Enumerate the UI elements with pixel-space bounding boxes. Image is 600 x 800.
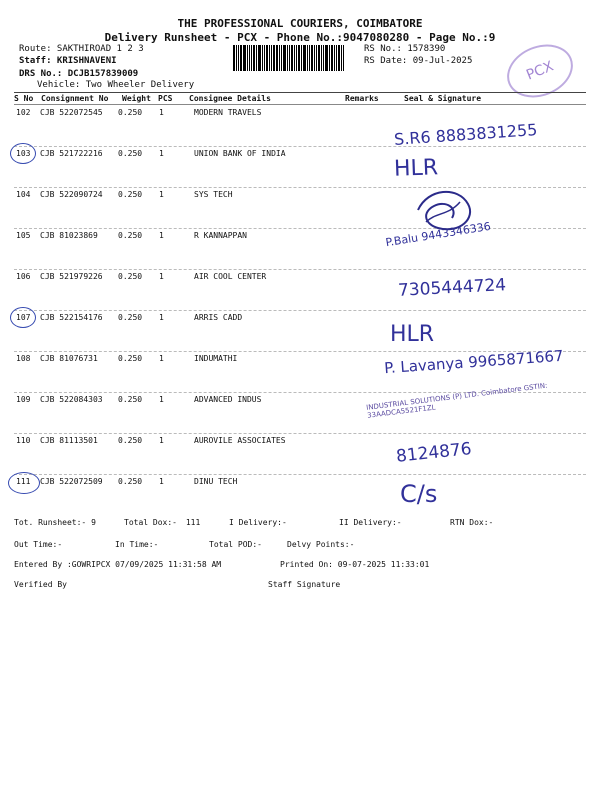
tot-runsheet-label: Tot. Runsheet:- bbox=[14, 518, 87, 527]
footer-line-1 bbox=[14, 518, 96, 527]
row-consignment: CJB 521722216 bbox=[40, 149, 103, 158]
row-consignment: CJB 81076731 bbox=[40, 354, 98, 363]
barcode-bar bbox=[256, 45, 257, 71]
row-consignment: CJB 81113501 bbox=[40, 436, 98, 445]
row-sno: 108 bbox=[16, 354, 31, 363]
header-divider bbox=[14, 92, 586, 93]
barcode-bar bbox=[249, 45, 250, 71]
printed-on: Printed On: 09-07-2025 11:33:01 bbox=[280, 560, 430, 569]
barcode-bar bbox=[236, 45, 237, 71]
delvy-points: Delvy Points:- bbox=[287, 540, 355, 549]
barcode-bar bbox=[251, 45, 252, 71]
row-sno: 109 bbox=[16, 395, 31, 404]
row-sno: 102 bbox=[16, 108, 31, 117]
col-pcs: PCS bbox=[158, 94, 173, 103]
col-seal-signature: Seal & Signature bbox=[404, 94, 482, 103]
barcode-bar bbox=[329, 45, 330, 71]
barcode-bar bbox=[343, 45, 344, 71]
row-weight: 0.250 bbox=[118, 436, 143, 445]
drs-text: DRS No.: DCJB157839009 bbox=[19, 69, 139, 79]
rs-date: RS Date: 09-Jul-2025 bbox=[364, 56, 473, 66]
barcode-bar bbox=[325, 45, 328, 71]
row-consignment: CJB 522072545 bbox=[40, 108, 103, 117]
barcode-bar bbox=[273, 45, 275, 71]
route-text: Route: SAKTHIROAD 1 2 3 bbox=[19, 44, 144, 54]
row-weight: 0.250 bbox=[118, 477, 143, 486]
row-consignee: AUROVILE ASSOCIATES bbox=[194, 436, 286, 445]
row-divider bbox=[14, 187, 586, 188]
row-consignee: SYS TECH bbox=[194, 190, 233, 199]
barcode-bar bbox=[301, 45, 302, 71]
row-pcs: 1 bbox=[159, 477, 164, 486]
rtn-dox: RTN Dox:- bbox=[450, 518, 494, 527]
row-sno: 110 bbox=[16, 436, 31, 445]
col-consignee: Consignee Details bbox=[189, 94, 271, 103]
table-row bbox=[14, 477, 586, 518]
row-consignment: CJB 521979226 bbox=[40, 272, 103, 281]
barcode-bar bbox=[294, 45, 295, 71]
barcode-bar bbox=[311, 45, 313, 71]
table-header-divider bbox=[14, 104, 586, 105]
barcode-bar bbox=[271, 45, 272, 71]
barcode-bar bbox=[276, 45, 278, 71]
staff-signature: Staff Signature bbox=[268, 580, 341, 589]
row-consignment: CJB 81023869 bbox=[40, 231, 98, 240]
barcode-bar bbox=[303, 45, 306, 71]
barcode-bar bbox=[240, 45, 242, 71]
row-pcs: 1 bbox=[159, 272, 164, 281]
signature-row-106: 7305444724 bbox=[397, 275, 507, 301]
barcode-bar bbox=[253, 45, 255, 71]
table-row bbox=[14, 149, 586, 190]
company-title: THE PROFESSIONAL COURIERS, COIMBATORE bbox=[177, 17, 423, 30]
signature-row-105: P.Balu 9443346336 bbox=[384, 219, 492, 250]
row-divider bbox=[14, 146, 586, 147]
row-weight: 0.250 bbox=[118, 149, 143, 158]
row-consignment: CJB 522084303 bbox=[40, 395, 103, 404]
row-weight: 0.250 bbox=[118, 231, 143, 240]
barcode-bar bbox=[266, 45, 268, 71]
col-remarks: Remarks bbox=[345, 94, 379, 103]
row-pcs: 1 bbox=[159, 354, 164, 363]
barcode-bar bbox=[279, 45, 280, 71]
signature-row-107: HLR bbox=[390, 322, 435, 347]
barcode-bar bbox=[341, 45, 342, 71]
row-divider bbox=[14, 228, 586, 229]
signature-scribble-row-104 bbox=[406, 182, 484, 238]
barcode-bar bbox=[316, 45, 317, 71]
out-time: Out Time:- bbox=[14, 540, 63, 549]
barcode-bar bbox=[262, 45, 263, 71]
table-row bbox=[14, 313, 586, 354]
table-row bbox=[14, 190, 586, 231]
barcode-bar bbox=[318, 45, 320, 71]
barcode-bar bbox=[287, 45, 288, 71]
table-row bbox=[14, 436, 586, 477]
row-consignment: CJB 522154176 bbox=[40, 313, 103, 322]
row-consignee: DINU TECH bbox=[194, 477, 238, 486]
barcode-bar bbox=[238, 45, 239, 71]
barcode-bar bbox=[264, 45, 265, 71]
barcode-bar bbox=[243, 45, 246, 71]
row-111-circle-mark bbox=[8, 472, 40, 494]
row-pcs: 1 bbox=[159, 108, 164, 117]
pcx-stamp: PCX bbox=[499, 35, 581, 107]
barcode-bar bbox=[314, 45, 315, 71]
tot-runsheet-value: 9 bbox=[91, 518, 96, 527]
row-consignee: ADVANCED INDUS bbox=[194, 395, 262, 404]
barcode-bar bbox=[247, 45, 248, 71]
row-weight: 0.250 bbox=[118, 313, 143, 322]
row-103-circle-mark bbox=[10, 143, 36, 164]
i-delivery: I Delivery:- bbox=[229, 518, 287, 527]
table-row bbox=[14, 231, 586, 272]
barcode-bar bbox=[331, 45, 333, 71]
barcode-bar bbox=[334, 45, 335, 71]
barcode-bar bbox=[323, 45, 324, 71]
entered-by: Entered By :GOWRIPCX 07/09/2025 11:31:58 AM bbox=[14, 560, 222, 569]
row-consignee: ARRIS CADD bbox=[194, 313, 243, 322]
barcode-bar bbox=[289, 45, 290, 71]
row-weight: 0.250 bbox=[118, 272, 143, 281]
row-weight: 0.250 bbox=[118, 395, 143, 404]
row-divider bbox=[14, 474, 586, 475]
row-consignee: UNION BANK OF INDIA bbox=[194, 149, 286, 158]
row-pcs: 1 bbox=[159, 313, 164, 322]
row-pcs: 1 bbox=[159, 436, 164, 445]
barcode-bar bbox=[296, 45, 297, 71]
signature-row-111: C/s bbox=[400, 480, 438, 508]
barcode-bar bbox=[283, 45, 286, 71]
in-time: In Time:- bbox=[115, 540, 159, 549]
staff-text: Staff: KRISHNAVENI bbox=[19, 56, 117, 66]
total-dox bbox=[124, 518, 200, 527]
total-pod: Total POD:- bbox=[209, 540, 262, 549]
company-rubber-stamp: INDUSTRIAL SOLUTIONS (P) LTD. Coimbatore GSTIN: 33AADCA5521F1ZL bbox=[365, 381, 548, 420]
row-consignment: CJB 522072509 bbox=[40, 477, 103, 486]
row-pcs: 1 bbox=[159, 190, 164, 199]
signature-row-108: P. Lavanya 9965871667 bbox=[383, 346, 565, 378]
row-sno: 111 bbox=[16, 477, 31, 486]
vehicle-text: Vehicle: Two Wheeler Delivery bbox=[37, 80, 195, 90]
row-divider bbox=[14, 310, 586, 311]
barcode-bar bbox=[338, 45, 340, 71]
barcode-bar bbox=[291, 45, 293, 71]
barcode bbox=[233, 45, 355, 71]
signature-row-110: 8124876 bbox=[395, 439, 473, 467]
row-consignment: CJB 522090724 bbox=[40, 190, 103, 199]
row-consignee: AIR COOL CENTER bbox=[194, 272, 267, 281]
col-sno: S No bbox=[14, 94, 34, 103]
col-consignment: Consignment No bbox=[41, 94, 109, 103]
barcode-bar bbox=[307, 45, 308, 71]
signature-row-103: HLR bbox=[393, 155, 439, 182]
verified-by: Verified By bbox=[14, 580, 67, 589]
barcode-bar bbox=[269, 45, 270, 71]
row-pcs: 1 bbox=[159, 149, 164, 158]
runsheet-subtitle: Delivery Runsheet - PCX - Phone No.:9047080280 - Page No.:9 bbox=[104, 31, 496, 44]
barcode-bar bbox=[298, 45, 300, 71]
total-dox-label: Total Dox:- bbox=[124, 518, 177, 527]
row-107-circle-mark bbox=[10, 307, 36, 328]
barcode-bar bbox=[336, 45, 337, 71]
row-sno: 106 bbox=[16, 272, 31, 281]
row-consignee: MODERN TRAVELS bbox=[194, 108, 262, 117]
barcode-bar bbox=[233, 45, 235, 71]
row-consignee: R KANNAPPAN bbox=[194, 231, 247, 240]
row-pcs: 1 bbox=[159, 395, 164, 404]
row-weight: 0.250 bbox=[118, 354, 143, 363]
row-sno: 103 bbox=[16, 149, 31, 158]
total-dox-value: 111 bbox=[185, 518, 201, 527]
barcode-bar bbox=[309, 45, 310, 71]
signature-row-102: S.R6 8883831255 bbox=[393, 120, 538, 149]
row-consignee: INDUMATHI bbox=[194, 354, 238, 363]
barcode-bar bbox=[281, 45, 282, 71]
barcode-bar bbox=[258, 45, 261, 71]
row-divider bbox=[14, 269, 586, 270]
row-weight: 0.250 bbox=[118, 190, 143, 199]
rs-number: RS No.: 1578390 bbox=[364, 44, 446, 54]
col-weight: Weight bbox=[122, 94, 151, 103]
row-sno: 105 bbox=[16, 231, 31, 240]
row-sno: 107 bbox=[16, 313, 31, 322]
barcode-bar bbox=[321, 45, 322, 71]
ii-delivery: II Delivery:- bbox=[339, 518, 402, 527]
row-pcs: 1 bbox=[159, 231, 164, 240]
row-weight: 0.250 bbox=[118, 108, 143, 117]
row-sno: 104 bbox=[16, 190, 31, 199]
